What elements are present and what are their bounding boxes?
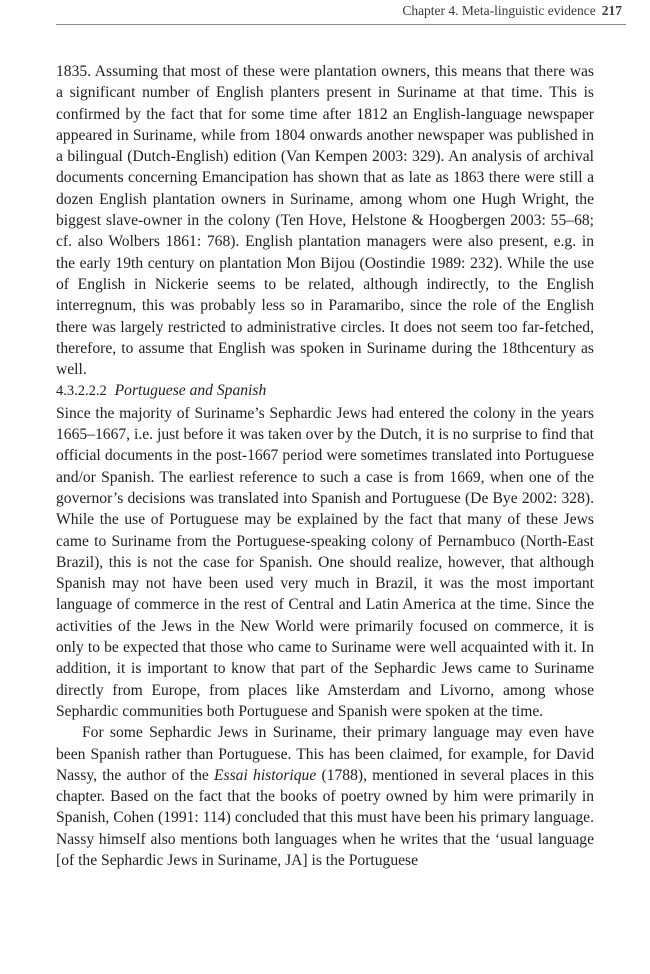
section-title: Portuguese and Spanish bbox=[114, 382, 267, 400]
paragraph-3 bbox=[56, 722, 594, 871]
paragraph-3-part-1: For some Sephardic Jews in Suriname, their primary language may even have been Spanish rather than Portuguese. This has been claimed, for example, for David Nassy, the author of the bbox=[56, 724, 594, 784]
header-rule bbox=[56, 24, 626, 25]
book-title: Essai historique bbox=[214, 766, 317, 784]
body-text bbox=[56, 61, 594, 871]
paragraph-1: 1835. Assuming that most of these were plantation owners, this means that there was a significant number of English planters present in Suriname at that time. This is confirmed by the fact that for some time after 1812 an English-language newspaper appeared in Suriname, while from 1804 onwards another newspaper was published in a bilingual (Dutch-English) edition (Van Kempen 2003: 329). An analysis of archival documents concerning Emancipation has shown that as late as 1863 there were still a dozen English plantation owners in Suriname, among whom one Hugh Wright, the biggest slave-owner in the colony (Ten Hove, Helstone & Hoogbergen 2003: 55–68; cf. also Wolbers 1861: 768). English plantation managers were also present, e.g. in the early 19th century on plantation Mon Bijou (Oostindie 1989: 232). While the use of English in Nickerie seems to be related, although indirectly, to the English interregnum, this was probably less so in Paramaribo, since the role of the English there was largely restricted to administrative circles. It does not seem too far-fetched, therefore, to assume that English was spoken in Suriname during the 18thcentury as well. bbox=[56, 63, 594, 379]
section-heading bbox=[56, 380, 594, 402]
paragraph-3-part-2: (1788), mentioned in several places in this chapter. Based on the fact that the books of poetry owned by him were primarily in Spanish, Cohen (1991: 114) concluded that this must have been his primary language. Nassy himself also mentions both languages when he writes that the ‘usual language [of the Sephardic Jews in Suriname, JA] is the Portuguese bbox=[56, 766, 594, 869]
paragraph-2: Since the majority of Suriname’s Sephardic Jews had entered the colony in the years 1665–1667, i.e. just before it was taken over by the Dutch, it is no surprise to find that official documents in the post-1667 period were sometimes translated into Portuguese and/or Spanish. The earliest reference to such a case is from 1669, when one of the governor’s decisions was translated into Spanish and Portuguese (De Bye 2002: 328). While the use of Portuguese may be explained by the fact that many of these Jews came to Suriname from the Portuguese-speaking colony of Pernambuco (North-East Brazil), this is not the case for Spanish. One should realize, however, that although Spanish may not have been used very much in Brazil, it was the most important language of commerce in the rest of Central and Latin America at the time. Since the activities of the Jews in the New World were primarily focused on commerce, it is only to be expected that those who came to Suriname were well acquainted with it. In addition, it is important to know that part of the Sephardic Jews came to Suriname directly from Europe, from places like Amsterdam and Livorno, among whose Sephardic communities both Portuguese and Spanish were spoken at the time. bbox=[56, 404, 594, 720]
section-number: 4.3.2.2.2 bbox=[56, 383, 107, 400]
chapter-title: Chapter 4. Meta-linguistic evidence bbox=[402, 3, 596, 18]
running-header bbox=[402, 3, 622, 19]
page-number: 217 bbox=[601, 3, 622, 18]
